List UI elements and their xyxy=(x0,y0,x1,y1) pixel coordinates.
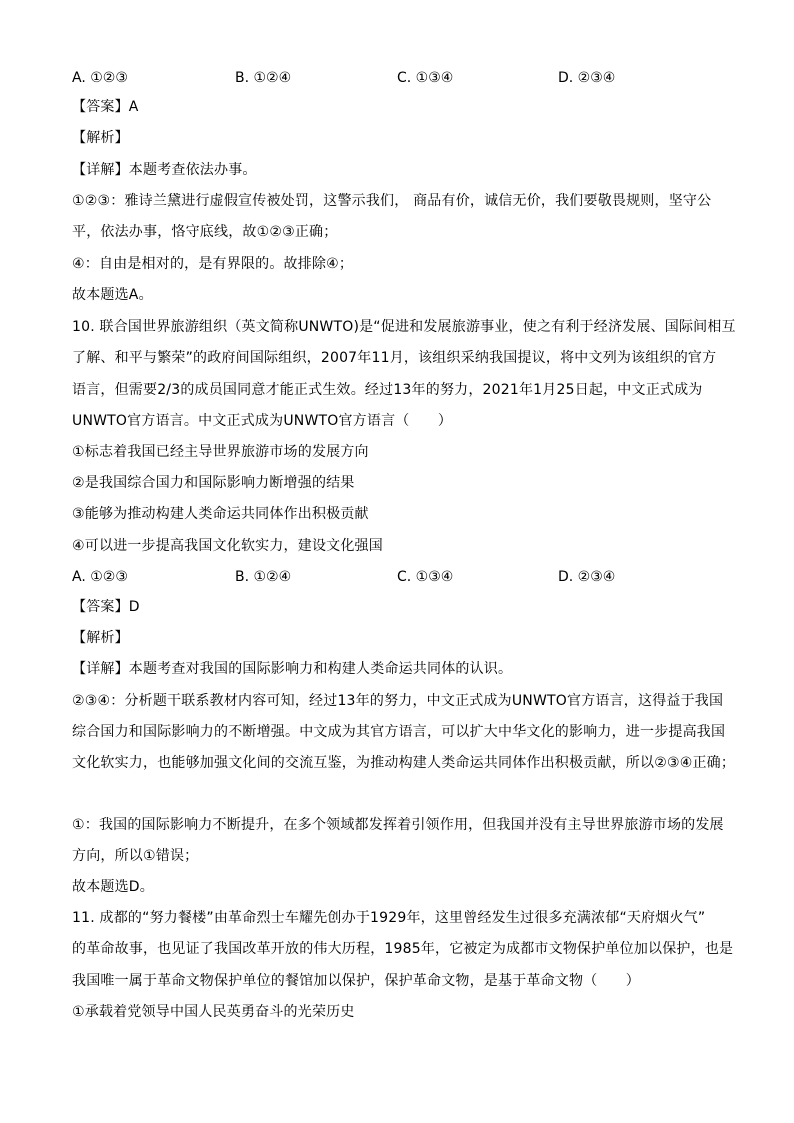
q9-explanation-line: ①②③：雅诗兰黛进行虚假宣传被处罚，这警示我们， 商品有价，诚信无价，我们要敬畏规则，坚守公 xyxy=(72,193,712,209)
q10-statement: ③能够为推动构建人类命运共同体作出积极贡献 xyxy=(72,506,369,522)
q11-statement: ①承载着党领导中国人民英勇奋斗的光荣历史 xyxy=(72,1004,355,1020)
q10-explanation-line: 方向，所以①错误； xyxy=(72,848,199,864)
option-c: C. ①③④ xyxy=(397,569,454,585)
option-b: B. ①②④ xyxy=(235,569,292,585)
q9-analysis-heading: 【解析】 xyxy=(72,130,129,146)
q10-detail: 【详解】本题考查对我国的国际影响力和构建人类命运共同体的认识。 xyxy=(72,661,513,677)
q10-stem-line: 语言，但需要2/3的成员国同意才能正式生效。经过13年的努力，2021年1月25日起，中文正式成为 xyxy=(72,382,703,398)
q11-stem-line: 我国唯一属于革命文物保护单位的餐馆加以保护，保护革命文物，是基于革命文物（ ） xyxy=(72,973,640,989)
q11-stem-line: 的革命故事，也见证了我国改革开放的伟大历程，1985年，它被定为成都市文物保护单位加以保护，也是 xyxy=(72,941,734,957)
q10-statement: ④可以进一步提高我国文化软实力，建设文化强国 xyxy=(72,538,383,554)
option-d: D. ②③④ xyxy=(558,569,616,585)
q10-explanation-line: ②③④：分析题干联系教材内容可知，经过13年的努力，中文正式成为UNWTO官方语言，这得益于我国 xyxy=(72,693,724,709)
q9-conclusion: 故本题选A。 xyxy=(72,287,153,303)
q9-detail: 【详解】本题考查依法办事。 xyxy=(72,162,257,178)
q10-conclusion: 故本题选D。 xyxy=(72,879,154,895)
q9-answer: 【答案】A xyxy=(72,99,139,115)
q10-explanation-line: 综合国力和国际影响力的不断增强。中文成为其官方语言，可以扩大中华文化的影响力，进一步提高我国 xyxy=(72,724,726,740)
q10-stem-line: UNWTO官方语言。中文正式成为UNWTO官方语言（ ） xyxy=(72,413,453,429)
q10-explanation-line: ①：我国的国际影响力不断提升，在多个领域都发挥着引领作用，但我国并没有主导世界旅游市场的发展 xyxy=(72,817,724,833)
q10-statement: ②是我国综合国力和国际影响力断增强的结果 xyxy=(72,475,355,491)
q10-analysis-heading: 【解析】 xyxy=(72,630,129,646)
q9-explanation-line: 平，依法办事，恪守底线，故①②③正确； xyxy=(72,224,338,240)
option-a: A. ①②③ xyxy=(72,569,128,585)
option-a: A. ①②③ xyxy=(72,70,128,86)
q10-stem-line: 10. 联合国世界旅游组织（英文简称UNWTO)是“促进和发展旅游事业，使之有利于经济发展、国际间相互 xyxy=(72,319,736,335)
q10-answer: 【答案】D xyxy=(72,599,140,615)
q11-stem-line: 11. 成都的“努力餐楼”由革命烈士车耀先创办于1929年，这里曾经发生过很多充满浓郁“天府烟火气” xyxy=(72,910,706,926)
q10-statement: ①标志着我国已经主导世界旅游市场的发展方向 xyxy=(72,444,369,460)
option-c: C. ①③④ xyxy=(397,70,454,86)
q10-explanation-line: 文化软实力，也能够加强文化间的交流互鉴，为推动构建人类命运共同体作出积极贡献，所以②③④正确； xyxy=(72,755,736,771)
option-d: D. ②③④ xyxy=(558,70,616,86)
option-b: B. ①②④ xyxy=(235,70,292,86)
q9-explanation-line: ④：自由是相对的，是有界限的。故排除④； xyxy=(72,256,354,272)
q10-stem-line: 了解、和平与繁荣”的政府间国际组织，2007年11月，该组织采纳我国提议，将中文列为该组织的官方 xyxy=(72,350,717,366)
